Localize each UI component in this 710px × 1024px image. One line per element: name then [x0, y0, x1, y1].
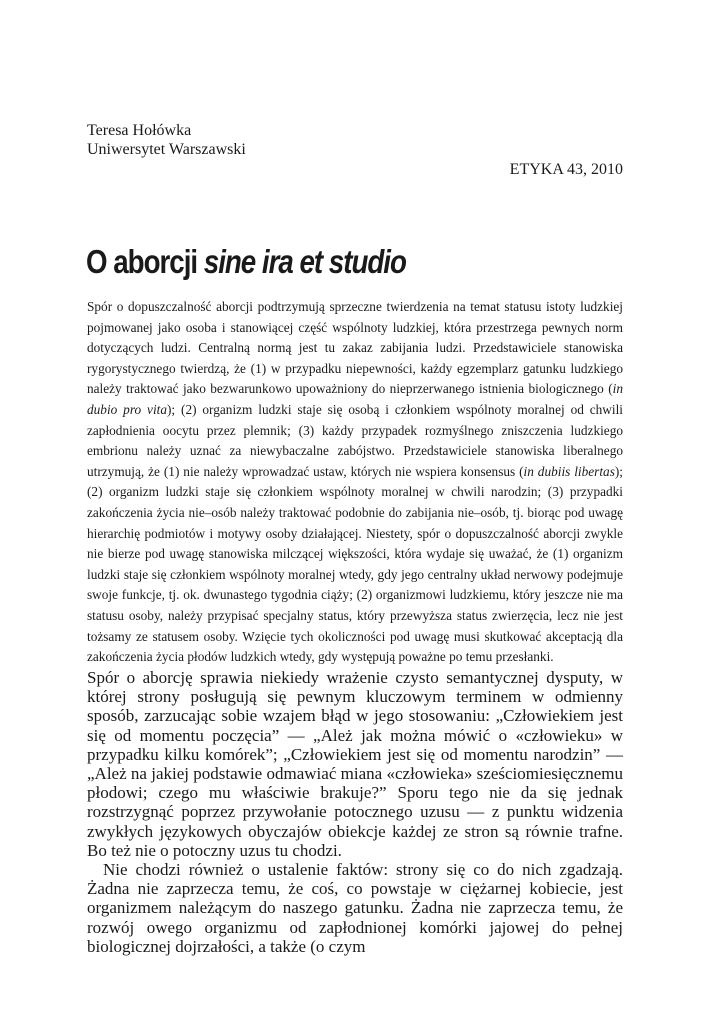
body-paragraph-1: Spór o aborcję sprawia niekiedy wrażenie czysto semantycznej dysputy, w której strony posługują się pewnym kluczowym terminem w odmienny sposób, zarzucając sobie wzajem błąd w jego stosowaniu: „Człowiekiem jest się od momentu poczęcia” — „Ależ jak można mówić o «człowieku» w przypadku kilku komórek”; „Człowiekiem jest się od momentu narodzin” — „Ależ na jakiej podstawie odmawiać miana «człowieka» sześciomiesięcznemu płodowi; czego mu właściwie brakuje?” Sporu tego nie da się jednak rozstrzygnąć poprzez przywołanie potocznego uzusu — z punktu widzenia zwykłych językowych obyczajów obiekcje każdej ze stron są równie trafne. Bo też nie o potoczny uzus tu chodzi. — [87, 668, 623, 860]
abstract-text-2: ); (2) organizm ludzki staje się osobą i członkiem wspólnoty moralnej od chwili zapłodnienia oocytu przez plemnik; (3) każdy przypadek rozmyślnego zniszczenia ludzkiego embrionu należy uznać za niewybaczalne zabójstwo. Przedstawiciele stanowiska liberalnego utrzymują, że (1) nie należy wprowadzać ustaw, których nie wspiera konsensus ( — [87, 401, 623, 479]
author-block — [87, 121, 246, 159]
abstract — [87, 297, 623, 668]
title-latin-phrase: sine ira et studio — [203, 243, 406, 280]
title-main: O aborcji — [86, 243, 198, 280]
author-affiliation: Uniwersytet Warszawski — [87, 141, 246, 158]
body-paragraph-2: Nie chodzi również o ustalenie faktów: strony się co do nich zgadzają. Żadna nie zaprzecza temu, że coś, co powstaje w ciężarnej kobiecie, jest organizmem należącym do naszego gatunku. Żadna nie zaprzecza temu, że rozwój owego organizmu od zapłodnionej komórki jajowej do pełnej biologicznej dojrzałości, a także (o czym — [87, 860, 623, 956]
author-name: Teresa Hołówka — [87, 122, 192, 139]
abstract-text-3: ); (2) organizm ludzki staje się członkiem wspólnoty moralnej w chwili narodzin; (3) przypadki zakończenia życia nie–osób należy traktować podobnie do zabijania nie–osób, tj. biorąc pod uwagę hierarchię podmiotów i motywy osoby działającej. Niestety, spór o dopuszczalność aborcji zwykle nie bierze pod uwagę stanowiska milczącej większości, która wydaje się uważać, że (1) organizm ludzki staje się członkiem wspólnoty moralnej wtedy, gdy jego centralny układ nerwowy podejmuje swoje funkcje, tj. ok. dwunastego tygodnia ciąży; (2) organizmowi ludzkiemu, który jeszcze nie ma statusu osoby, należy przypisać specjalny status, który przewyższa status zwierzęcia, lecz nie jest tożsamy ze statusem osoby. Wzięcie tych okoliczności pod uwagę musi skutkować akceptacją dla zakończenia życia płodów ludzkich wtedy, gdy występują poważne po temu przesłanki. — [87, 463, 623, 665]
abstract-latin-2: in dubiis libertas — [523, 463, 615, 479]
body-text — [87, 668, 623, 956]
abstract-text-1: Spór o dopuszczalność aborcji podtrzymują sprzeczne twierdzenia na temat statusu istoty ludzkiej pojmowanej jako osoba i stanowiącej część wspólnoty ludzkiej, która przestrzega pewnych norm dotyczących ludzi. Centralną normą jest tu zakaz zabijania ludzi. Przedstawiciele stanowiska rygorystycznego twierdzą, że (1) w przypadku niepewności, każdy egzemplarz gatunku ludzkiego należy traktować jako bezwarunkowo upoważniony do nieprzerwanego istnienia biologicznego ( — [87, 299, 623, 397]
abstract-latin-1: in dubio pro vita — [87, 381, 623, 417]
journal-reference: ETYKA 43, 2010 — [509, 161, 623, 178]
article-title — [86, 240, 406, 284]
